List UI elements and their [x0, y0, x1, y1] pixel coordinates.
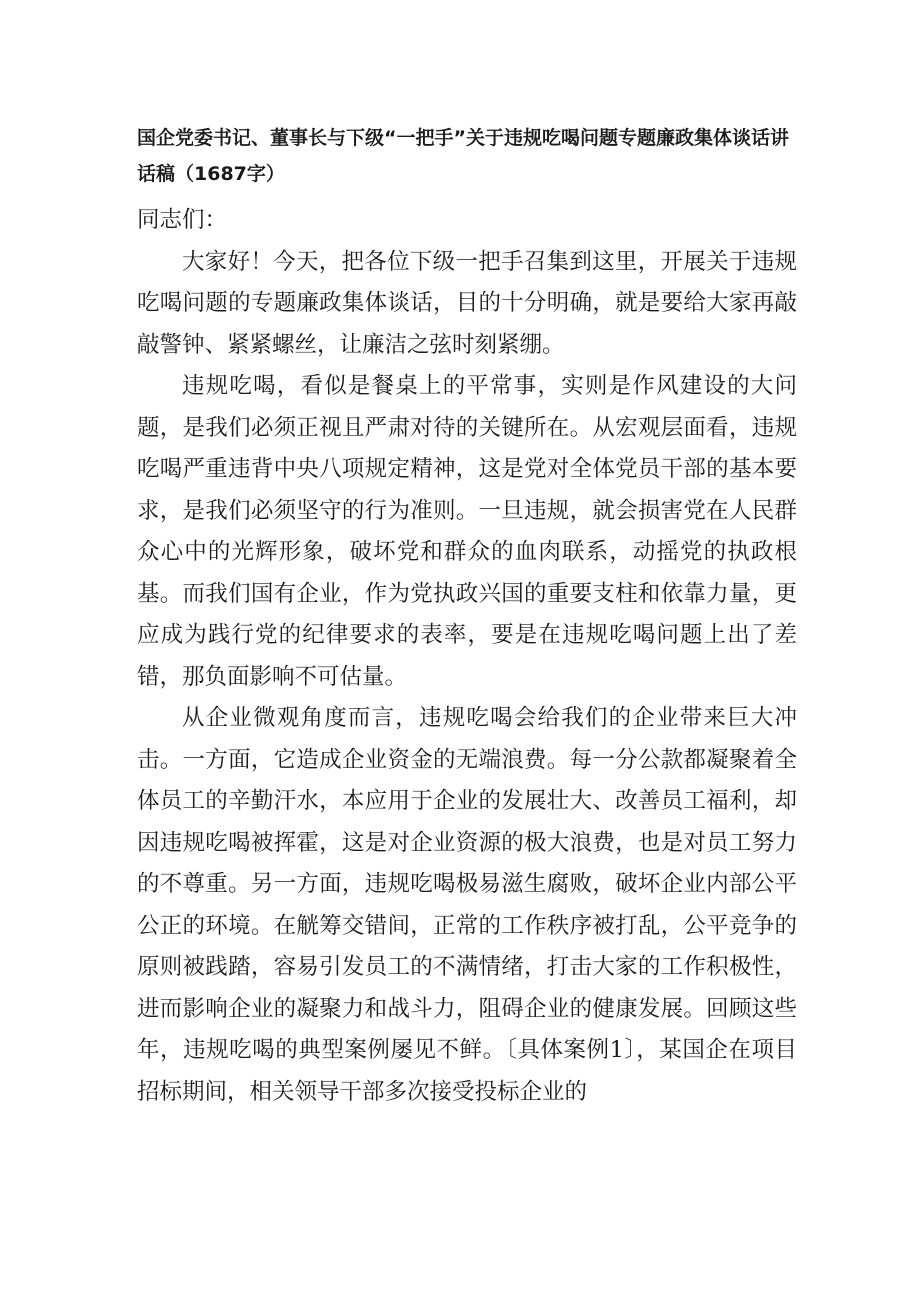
paragraph-1: 大家好！今天，把各位下级一把手召集到这里，开展关于违规吃喝问题的专题廉政集体谈话，目的十分明确，就是要给大家再敲敲警钟、紧紧螺丝，让廉洁之弦时刻紧绷。: [137, 248, 797, 358]
salutation: 同志们：: [137, 207, 228, 233]
paragraph-2: 违规吃喝，看似是餐桌上的平常事，实则是作风建设的大问题，是我们必须正视且严肃对待的关键所在。从宏观层面看，违规吃喝严重违背中央八项规定精神，这是党对全体党员干部的基本要求，是我们必须坚守的行为准则。一旦违规，就会损害党在人民群众心中的光辉形象，破坏党和群众的血肉联系，动摇党的执政根基。而我们国有企业，作为党执政兴国的重要支柱和依靠力量，更应成为践行党的纪律要求的表率，要是在违规吃喝问题上出了差错，那负面影响不可估量。: [137, 373, 797, 690]
document-body: [137, 200, 797, 1113]
paragraph-3: 从企业微观角度而言，违规吃喝会给我们的企业带来巨大冲击。一方面，它造成企业资金的无端浪费。每一分公款都凝聚着全体员工的辛勤汗水，本应用于企业的发展壮大、改善员工福利，却因违规吃喝被挥霍，这是对企业资源的极大浪费，也是对员工努力的不尊重。另一方面，违规吃喝极易滋生腐败，破坏企业内部公平公正的环境。在觥筹交错间，正常的工作秩序被打乱，公平竞争的原则被践踏，容易引发员工的不满情绪，打击大家的工作积极性，进而影响企业的凝聚力和战斗力，阻碍企业的健康发展。回顾这些年，违规吃喝的典型案例屡见不鲜。〔具体案例1〕，某国企在项目招标期间，相关领导干部多次接受投标企业的: [137, 705, 797, 1105]
document-title: 国企党委书记、董事长与下级“一把手”关于违规吃喝问题专题廉政集体谈话讲话稿（1687字）: [137, 127, 789, 185]
